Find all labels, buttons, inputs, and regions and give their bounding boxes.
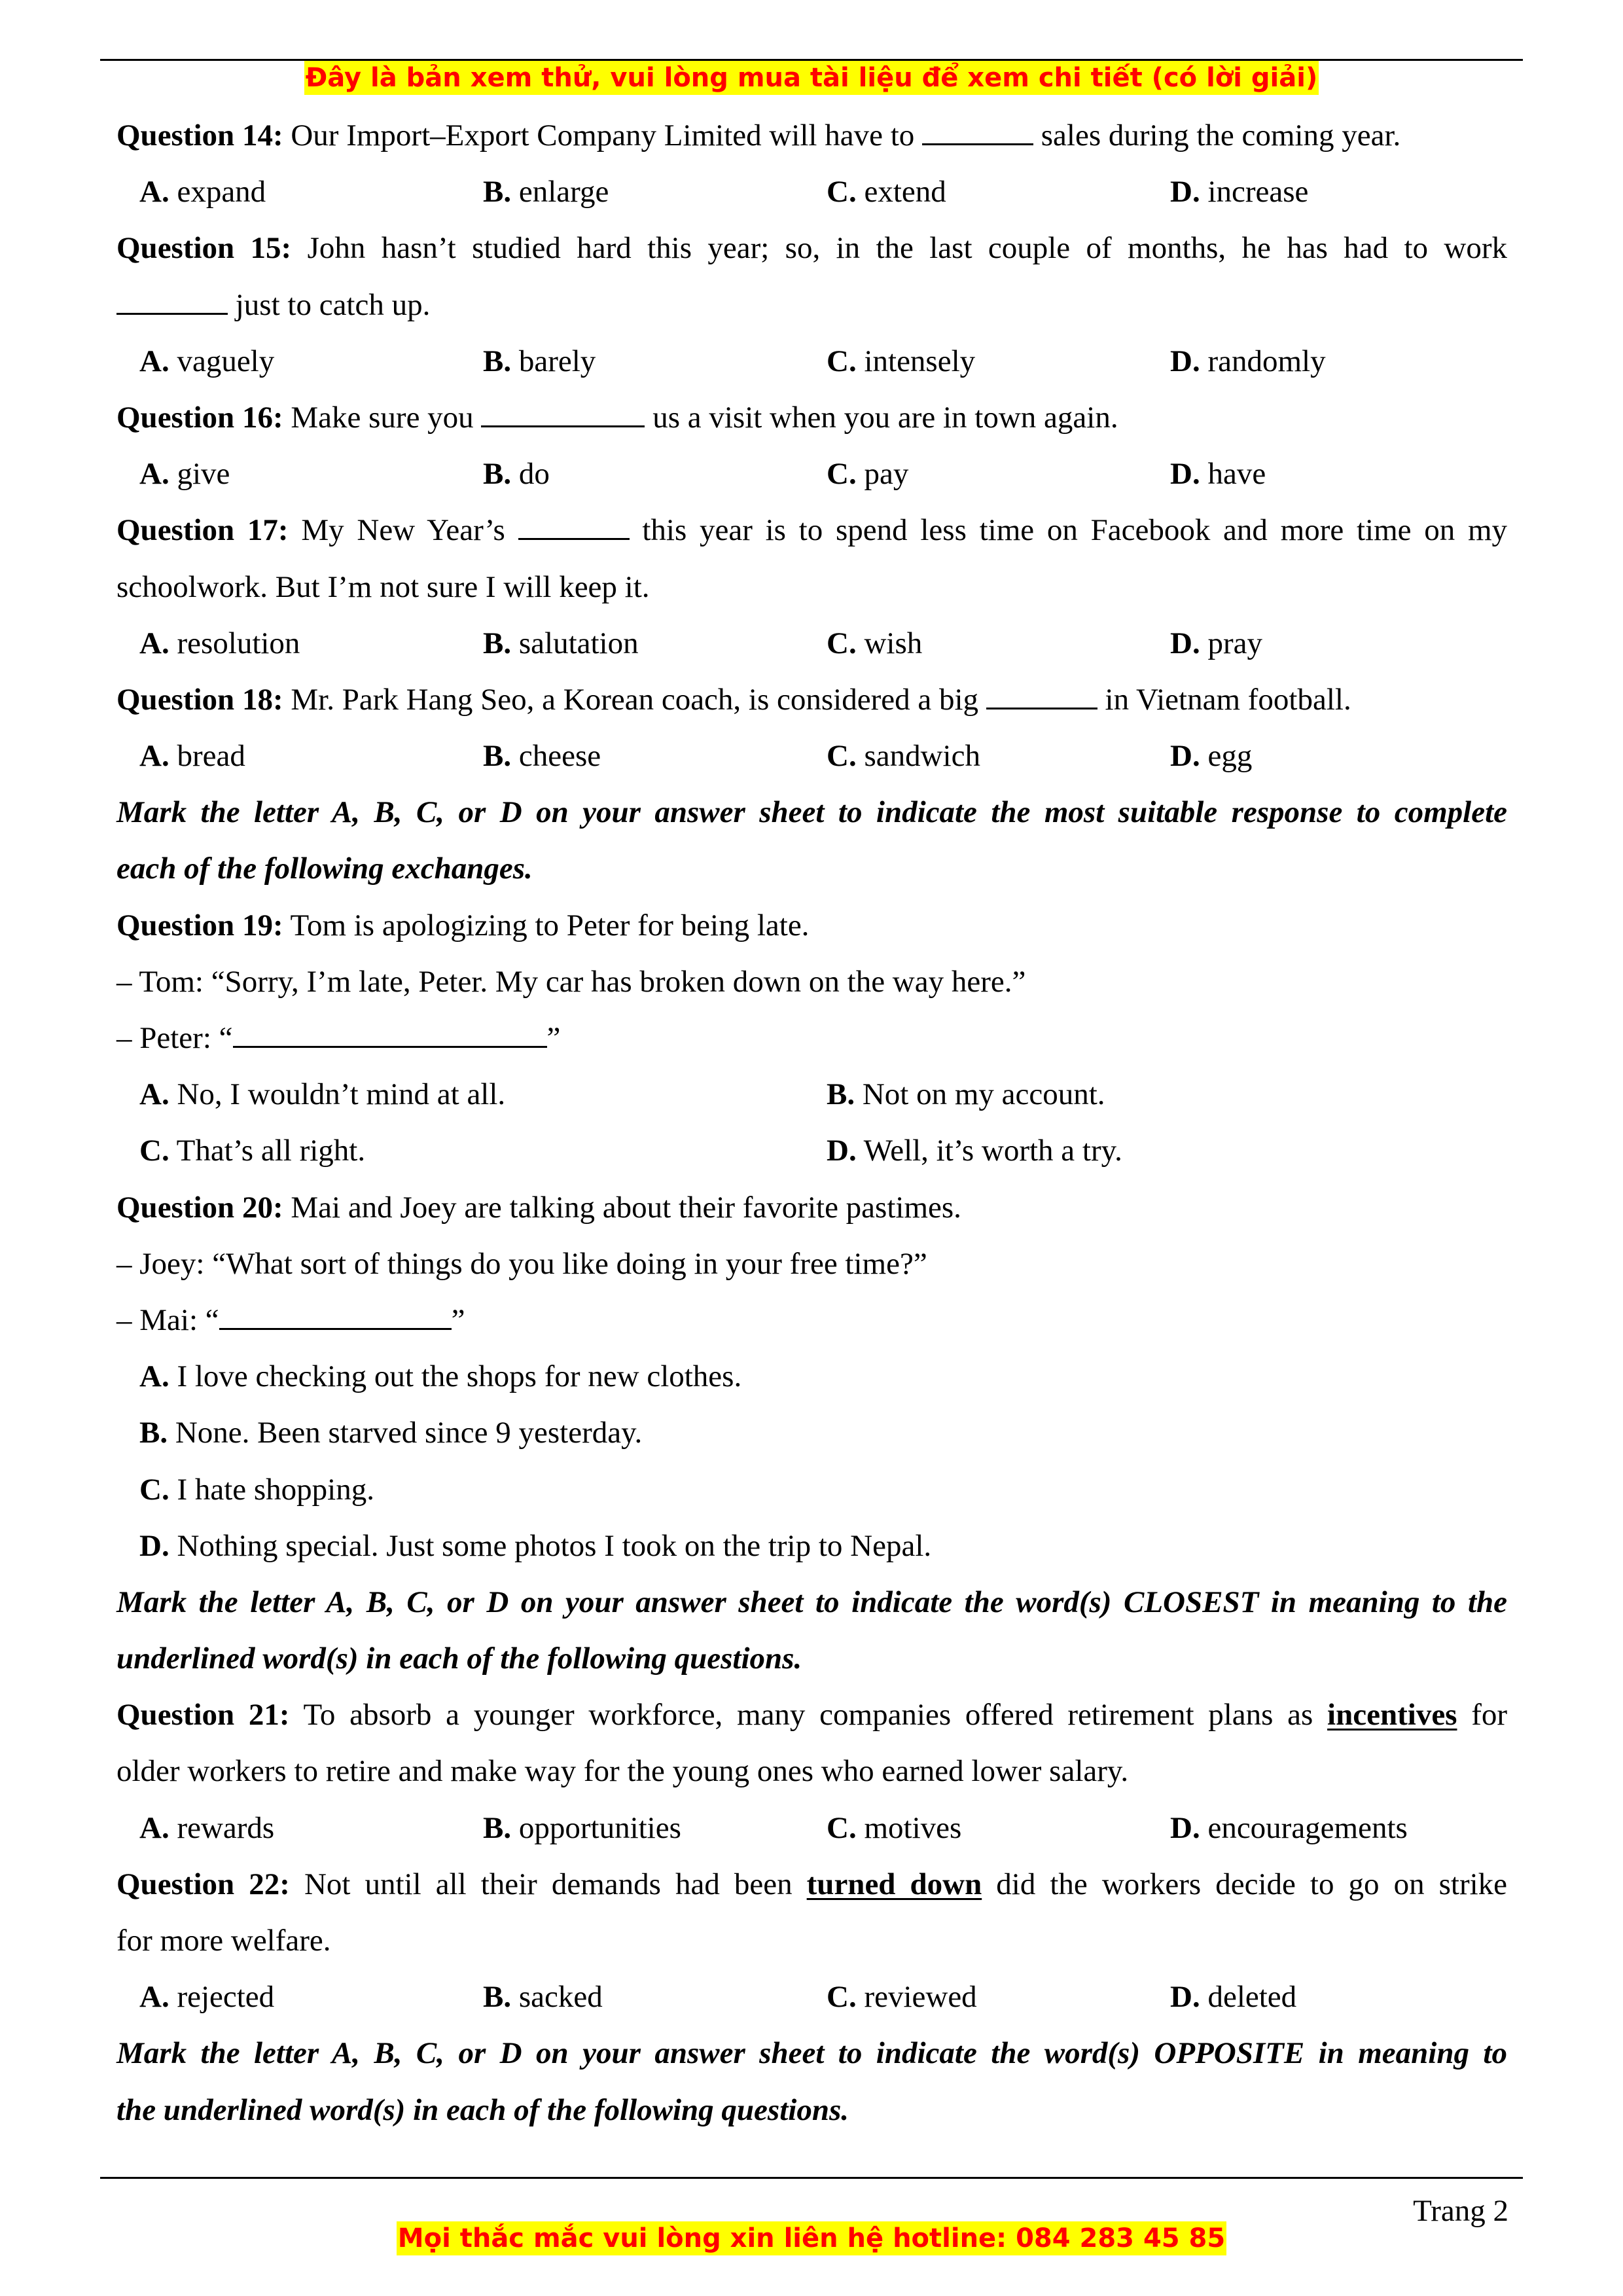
question-text: Our Import–Export Company Limited will have to bbox=[291, 118, 915, 152]
question-22-line2: for more welfare. bbox=[116, 1924, 331, 1958]
question-text: My New Year’s bbox=[301, 513, 505, 548]
question-text: Mr. Park Hang Seo, a Korean coach, is considered a big bbox=[291, 682, 979, 717]
question-15 bbox=[116, 220, 1507, 276]
question-17-line2 bbox=[116, 559, 1507, 615]
option-b[interactable]: B. sacked bbox=[483, 1980, 603, 2015]
underlined-word: turned down bbox=[806, 1867, 982, 1901]
section-instruction-opposite-line2: the underlined word(s) in each of the following questions. bbox=[116, 2092, 849, 2127]
hotline-banner-text: Mọi thắc mắc vui lòng xin liên hệ hotline: 084 283 45 85 bbox=[397, 2221, 1226, 2255]
preview-banner-text: Đây là bản xem thử, vui lòng mua tài liệu để xem chi tiết (có lời giải) bbox=[304, 61, 1319, 95]
option-a[interactable]: A. bread bbox=[139, 739, 245, 774]
option-c[interactable]: C. pay bbox=[827, 457, 909, 492]
option-b[interactable]: B. cheese bbox=[483, 739, 601, 774]
option-b[interactable]: B. salutation bbox=[483, 626, 639, 660]
question-label: Question 22: bbox=[116, 1867, 290, 1901]
question-label: Question 17: bbox=[116, 513, 289, 548]
option-c[interactable]: C. I hate shopping. bbox=[139, 1472, 374, 1507]
question-text: John hasn’t studied hard this year; so, in the last couple of months, he has had to work bbox=[307, 231, 1507, 266]
option-c[interactable]: C. motives bbox=[827, 1810, 962, 1845]
question-label: Question 18: bbox=[116, 682, 283, 717]
answer-blank bbox=[922, 120, 1033, 145]
option-b[interactable]: B. Not on my account. bbox=[827, 1077, 1105, 1112]
option-d[interactable]: D. randomly bbox=[1170, 344, 1326, 378]
dialogue-joey: – Joey: “What sort of things do you like doing in your free time?” bbox=[116, 1246, 927, 1281]
question-text: us a visit when you are in town again. bbox=[652, 400, 1118, 435]
question-label: Question 21: bbox=[116, 1698, 290, 1732]
question-18 bbox=[116, 672, 1507, 728]
option-a[interactable]: A. I love checking out the shops for new clothes. bbox=[139, 1359, 742, 1394]
dialogue-tom: – Tom: “Sorry, I’m late, Peter. My car has broken down on the way here.” bbox=[116, 964, 1026, 999]
option-d[interactable]: D. have bbox=[1170, 457, 1266, 492]
question-15-line2 bbox=[116, 277, 1507, 333]
question-text: To absorb a younger workforce, many companies offered retirement plans as bbox=[303, 1698, 1313, 1732]
question-label: Question 15: bbox=[116, 231, 292, 266]
question-label: Question 14: bbox=[116, 118, 283, 152]
options-q18 bbox=[116, 728, 1507, 784]
question-21 bbox=[116, 1687, 1507, 1743]
question-label: Question 16: bbox=[116, 400, 283, 435]
option-b[interactable]: B. None. Been starved since 9 yesterday. bbox=[139, 1416, 643, 1450]
page-number: Trang 2 bbox=[1413, 2194, 1508, 2228]
option-d[interactable]: D. Nothing special. Just some photos I took on the trip to Nepal. bbox=[139, 1528, 932, 1563]
question-text: Tom is apologizing to Peter for being late. bbox=[290, 908, 810, 942]
question-16 bbox=[116, 389, 1507, 446]
options-q22 bbox=[116, 1969, 1507, 2025]
option-d[interactable]: D. pray bbox=[1170, 626, 1262, 660]
answer-blank bbox=[233, 1022, 547, 1048]
section-instruction-exchanges: Mark the letter A, B, C, or D on your answer sheet to indicate the most suitable response to complete bbox=[116, 795, 1507, 830]
question-19 bbox=[116, 897, 1507, 954]
answer-blank bbox=[116, 289, 228, 315]
question-text: this year is to spend less time on Facebook and more time on my bbox=[642, 513, 1508, 548]
option-a[interactable]: A. resolution bbox=[139, 626, 300, 660]
question-text: Make sure you bbox=[291, 400, 474, 435]
option-c[interactable]: C. intensely bbox=[827, 344, 976, 378]
question-text: Not until all their demands had been bbox=[304, 1867, 793, 1901]
answer-blank bbox=[986, 684, 1097, 709]
question-text: schoolwork. But I’m not sure I will keep it. bbox=[116, 569, 650, 604]
options-q14 bbox=[116, 164, 1507, 220]
option-a[interactable]: A. rewards bbox=[139, 1810, 275, 1845]
option-d[interactable]: D. increase bbox=[1170, 175, 1309, 209]
option-c[interactable]: C. wish bbox=[827, 626, 923, 660]
options-q16 bbox=[116, 446, 1507, 502]
preview-banner bbox=[0, 61, 1623, 95]
answer-blank bbox=[219, 1304, 452, 1330]
section-instruction-opposite: Mark the letter A, B, C, or D on your answer sheet to indicate the word(s) OPPOSITE in meaning to bbox=[116, 2036, 1507, 2071]
question-text: Mai and Joey are talking about their favorite pastimes. bbox=[291, 1190, 961, 1225]
option-c[interactable]: C. extend bbox=[827, 175, 946, 209]
question-21-line2: older workers to retire and make way for the young ones who earned lower salary. bbox=[116, 1754, 1129, 1789]
option-a[interactable]: A. No, I wouldn’t mind at all. bbox=[139, 1077, 506, 1112]
question-20 bbox=[116, 1179, 1507, 1236]
option-c[interactable]: C. sandwich bbox=[827, 739, 980, 774]
options-q19-row1 bbox=[116, 1066, 1507, 1122]
question-text: just to catch up. bbox=[235, 287, 431, 322]
footer-rule bbox=[100, 2177, 1523, 2179]
question-17 bbox=[116, 502, 1507, 558]
option-d[interactable]: D. encouragements bbox=[1170, 1810, 1408, 1845]
option-b[interactable]: B. barely bbox=[483, 344, 596, 378]
option-c[interactable]: C. That’s all right. bbox=[139, 1134, 366, 1168]
dialogue-mai: – Mai: “ ” bbox=[116, 1302, 465, 1337]
option-b[interactable]: B. do bbox=[483, 457, 550, 492]
options-q21 bbox=[116, 1800, 1507, 1856]
option-a[interactable]: A. vaguely bbox=[139, 344, 275, 378]
question-text: sales during the coming year. bbox=[1041, 118, 1401, 152]
document-body bbox=[116, 107, 1507, 2138]
question-14 bbox=[116, 107, 1507, 164]
options-q17 bbox=[116, 615, 1507, 672]
option-c[interactable]: C. reviewed bbox=[827, 1980, 977, 2015]
section-instruction-closest: Mark the letter A, B, C, or D on your answer sheet to indicate the word(s) CLOSEST in meaning to the bbox=[116, 1585, 1507, 1619]
options-q19-row2 bbox=[116, 1122, 1507, 1179]
option-b[interactable]: B. opportunities bbox=[483, 1810, 681, 1845]
question-text: for bbox=[1471, 1698, 1507, 1732]
option-a[interactable]: A. expand bbox=[139, 175, 266, 209]
option-d[interactable]: D. egg bbox=[1170, 739, 1253, 774]
option-a[interactable]: A. give bbox=[139, 457, 230, 492]
question-22 bbox=[116, 1856, 1507, 1912]
underlined-word: incentives bbox=[1327, 1698, 1457, 1732]
section-instruction-closest-line2: underlined word(s) in each of the following questions. bbox=[116, 1641, 802, 1676]
option-d[interactable]: D. Well, it’s worth a try. bbox=[827, 1134, 1122, 1168]
option-d[interactable]: D. deleted bbox=[1170, 1980, 1297, 2015]
option-a[interactable]: A. rejected bbox=[139, 1980, 275, 2015]
hotline-banner bbox=[0, 2221, 1623, 2255]
question-label: Question 20: bbox=[116, 1190, 283, 1225]
section-instruction-exchanges-line2: each of the following exchanges. bbox=[116, 852, 533, 886]
options-q15 bbox=[116, 333, 1507, 389]
option-b[interactable]: B. enlarge bbox=[483, 175, 609, 209]
question-text: did the workers decide to go on strike bbox=[996, 1867, 1508, 1901]
answer-blank bbox=[481, 402, 645, 427]
answer-blank bbox=[518, 514, 630, 540]
question-label: Question 19: bbox=[116, 908, 283, 942]
question-text: in Vietnam football. bbox=[1105, 682, 1351, 717]
dialogue-peter: – Peter: “ ” bbox=[116, 1021, 561, 1055]
